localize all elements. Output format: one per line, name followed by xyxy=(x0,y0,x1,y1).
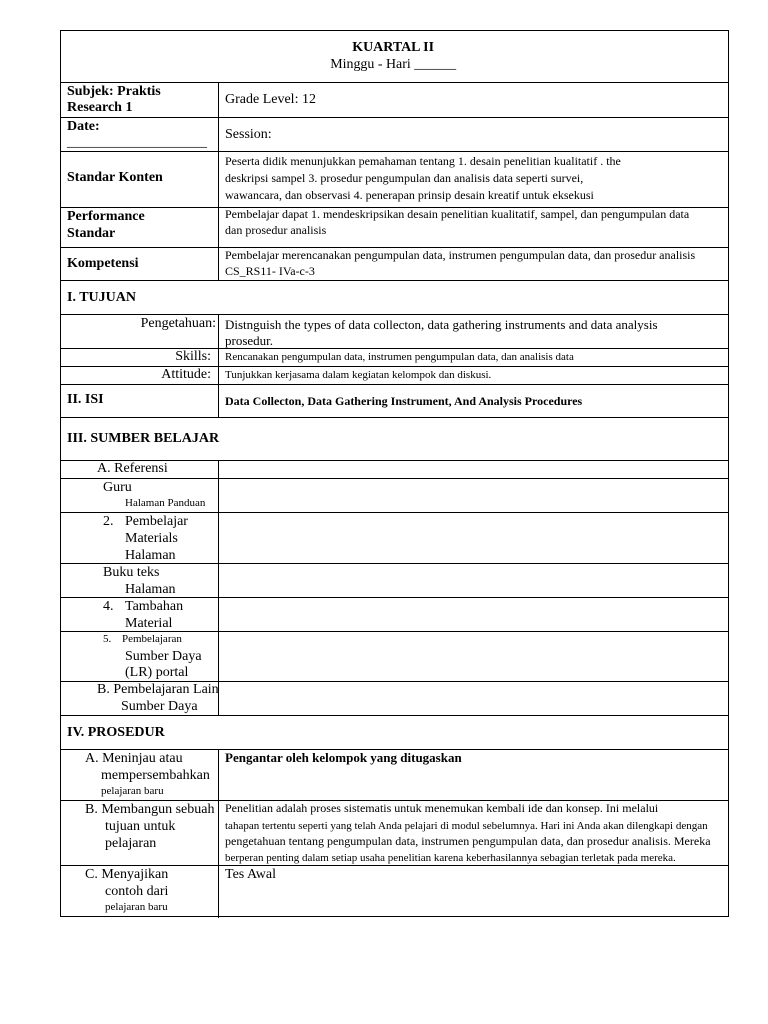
buku-halaman-label: Halaman xyxy=(125,582,176,597)
prosedur-a-line: A. Meninjau atau xyxy=(85,751,183,766)
lain-line-2: Sumber Daya xyxy=(121,699,198,714)
lr-line: Sumber Daya xyxy=(125,649,202,664)
standar-konten-line: wawancara, dan observasi 4. penerapan prinsip desain kreatif untuk eksekusi xyxy=(225,188,594,202)
prosedur-b-content: Penelitian adalah proses sistematis untuk menemukan kembali ide dan konsep. Ini melalui xyxy=(225,801,659,815)
pengetahuan-label: Pengetahuan: xyxy=(140,316,216,331)
performance-line: Pembelajar dapat 1. mendeskripsikan desain penelitian kualitatif, sampel, dan pengumpulan data xyxy=(225,207,690,221)
row-divider xyxy=(61,314,728,315)
prosedur-b-content: tahapan tertentu seperti yang telah Anda pelajari di modul sebelumnya. Hari ini Anda akan dilengkapi dengan xyxy=(225,820,708,832)
kompetensi-label: Kompetensi xyxy=(67,256,139,271)
isi-heading: II. ISI xyxy=(67,392,104,407)
row-divider xyxy=(61,417,728,418)
skills-label: Skills: xyxy=(175,349,211,364)
date-label: Date: xyxy=(67,119,100,134)
prosedur-c-small: pelajaran baru xyxy=(105,901,168,913)
prosedur-a-line-2: mempersembahkan xyxy=(101,768,210,783)
column-divider xyxy=(218,384,219,417)
prosedur-heading: IV. PROSEDUR xyxy=(67,725,165,740)
prosedur-c-line-2: contoh dari xyxy=(105,884,169,899)
referensi-label: A. Referensi xyxy=(97,461,168,476)
row-divider xyxy=(61,384,728,385)
column-divider xyxy=(218,460,219,715)
prosedur-b-line-3: pelajaran xyxy=(105,836,157,851)
week-day-line: Minggu - Hari ______ xyxy=(330,57,457,72)
prosedur-b-line: B. Membangun sebuah xyxy=(85,802,215,817)
attitude-text: Tunjukkan kerjasama dalam kegiatan kelompok dan diskusi. xyxy=(225,369,492,381)
prosedur-c-content: Tes Awal xyxy=(225,867,277,882)
prosedur-b-content: pengetahuan tentang pengumpulan data, instrumen pengumpulan data, dan prosedur analisis. Mereka xyxy=(225,834,711,848)
attitude-label: Attitude: xyxy=(161,367,211,382)
lain-line: B. Pembelajaran Lain xyxy=(97,682,219,697)
row-divider xyxy=(61,512,728,513)
prosedur-c-line: C. Menyajikan xyxy=(85,867,169,882)
performance-label: Performance xyxy=(67,209,145,224)
tujuan-heading: I. TUJUAN xyxy=(67,290,136,305)
row-divider xyxy=(61,117,728,118)
grade-level: Grade Level: 12 xyxy=(225,92,316,107)
session-label: Session: xyxy=(225,127,272,142)
row-divider xyxy=(61,280,728,281)
tambahan-line: Material xyxy=(125,616,173,631)
kompetensi-line: Pembelajar merencanakan pengumpulan data, instrumen pengumpulan data, dan prosedur analisis xyxy=(225,248,696,262)
pengetahuan-line: Distnguish the types of data collecton, data gathering instruments and data analysis xyxy=(225,317,658,332)
pembelajar-number: 2. xyxy=(103,514,114,529)
row-divider xyxy=(61,151,728,152)
subject-label: Subjek: Praktis xyxy=(67,84,161,99)
pembelajar-line: Pembelajar xyxy=(125,514,188,529)
lr-number: 5. xyxy=(103,633,112,645)
row-divider xyxy=(61,715,728,716)
quarter-title: KUARTAL II xyxy=(352,40,435,55)
performance-line: dan prosedur analisis xyxy=(225,223,327,237)
column-divider xyxy=(218,82,219,280)
standar-konten-line: Peserta didik menunjukkan pemahaman tentang 1. desain penelitian kualitatif . the xyxy=(225,154,621,168)
standar-konten-label: Standar Konten xyxy=(67,170,163,185)
pembelajar-line: Halaman xyxy=(125,548,176,563)
skills-text: Rencanakan pengumpulan data, instrumen pengumpulan data, dan analisis data xyxy=(225,351,574,363)
tambahan-line: Tambahan xyxy=(125,599,184,614)
row-divider xyxy=(61,478,728,479)
prosedur-b-content: berperan penting dalam setiap usaha penelitian karena keberhasilannya sebagian terletak pada mereka. xyxy=(225,852,676,864)
prosedur-b-line-2: tujuan untuk xyxy=(105,819,176,834)
pembelajar-line: Materials xyxy=(125,531,178,546)
column-divider xyxy=(218,314,219,384)
tambahan-number: 4. xyxy=(103,599,114,614)
date-blank-line: ____________________ xyxy=(67,135,207,150)
prosedur-a-small: pelajaran baru xyxy=(101,785,164,797)
lr-small-label: Pembelajaran xyxy=(122,633,182,645)
lesson-plan-table xyxy=(60,30,729,917)
isi-content: Data Collecton, Data Gathering Instrument, And Analysis Procedures xyxy=(225,394,583,408)
performance-label-2: Standar xyxy=(67,226,116,241)
column-divider xyxy=(218,749,219,918)
row-divider xyxy=(61,82,728,83)
pengetahuan-line: prosedur. xyxy=(225,333,274,348)
subject-label-2: Research 1 xyxy=(67,100,133,115)
halaman-panduan-label: Halaman Panduan xyxy=(125,497,206,509)
sumber-heading: III. SUMBER BELAJAR xyxy=(67,431,220,446)
guru-label: Guru xyxy=(103,480,132,495)
kompetensi-code: CS_RS11- IVa-c-3 xyxy=(225,264,315,278)
prosedur-a-content: Pengantar oleh kelompok yang ditugaskan xyxy=(225,750,462,765)
lr-line: (LR) portal xyxy=(125,665,189,680)
standar-konten-line: deskripsi sampel 3. prosedur pengumpulan dan analisis data seperti survei, xyxy=(225,171,584,185)
buku-teks-label: Buku teks xyxy=(103,565,160,580)
row-divider xyxy=(61,865,728,866)
